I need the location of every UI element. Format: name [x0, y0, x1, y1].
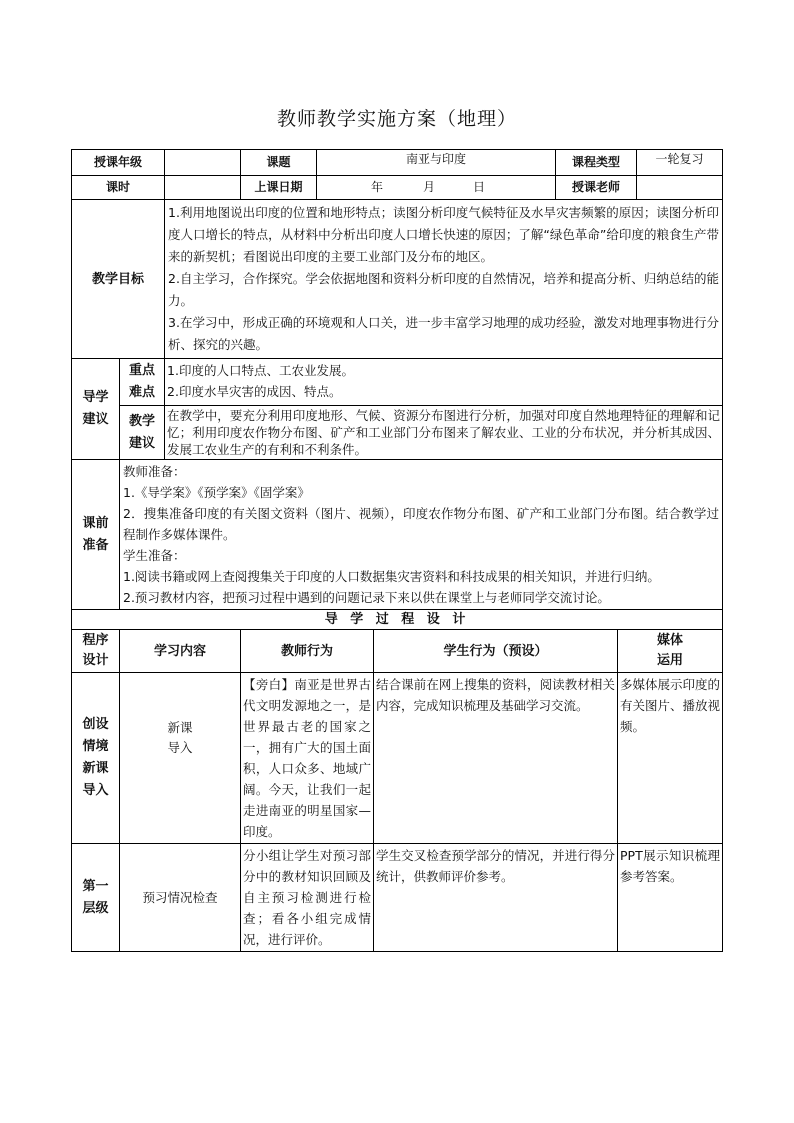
- process-row-2-media: PPT展示知识梳理参考答案。: [618, 844, 723, 952]
- process-row-2-teacher: 分小组让学生对预习部分中的教材知识回顾及自主预习检测进行检查；看各小组完成情况，进行评价。: [241, 844, 374, 952]
- process-row-2-student: 学生交叉检查预学部分的情况，并进行得分统计，供教师评价参考。: [374, 844, 618, 952]
- date-year: 年: [371, 180, 384, 194]
- advice-label: [120, 406, 165, 460]
- process-row-2-content: 预习情况检查: [120, 844, 241, 952]
- teaching-advice-row: [72, 406, 723, 460]
- content-1-line-1: 新课: [167, 720, 193, 735]
- advice-content: 在教学中，要充分利用印度地形、气候、资源分布图进行分析，加强对印度自然地理特征的理解和记忆；利用印度农作物分布图、矿产和工业部门分布图来了解农业、工业的分布状况，并分析其成因、发展工农业生产的有利和不利条件。: [165, 406, 723, 460]
- date-day: 日: [473, 180, 486, 194]
- guidance-label: [72, 359, 120, 460]
- stage-1-line-3: 新课: [82, 761, 109, 776]
- period-value: [165, 176, 241, 200]
- preparation-content: [120, 460, 723, 610]
- process-row-2-stage: [72, 844, 120, 952]
- process-section-title: 导 学 过 程 设 计: [72, 610, 723, 630]
- teacher-value: [637, 176, 723, 200]
- prep-line-5: 1.阅读书籍或网上查阅搜集关于印度的人口数据集灾害资料和科技成果的相关知识，并进行归纳。: [123, 569, 660, 584]
- stage-1-line-1: 创设: [82, 717, 109, 732]
- objectives-content: [165, 200, 723, 359]
- content-1-line-2: 导入: [167, 740, 193, 755]
- objectives-label: 教学目标: [72, 200, 165, 359]
- process-row-1: [72, 673, 723, 844]
- teacher-label: 授课老师: [556, 176, 637, 200]
- guidance-label-b: 建议: [82, 412, 109, 427]
- process-row-1-student: 结合课前在网上搜集的资料，阅读教材相关内容，完成知识梳理及基础学习交流。: [374, 673, 618, 844]
- prep-line-3: 2．搜集准备印度的有关图文资料（图片、视频），印度农作物分布图、矿产和工业部门分布图。结合教学过程制作多媒体课件。: [123, 506, 720, 542]
- process-row-1-content: [120, 673, 241, 844]
- key-points-content: [165, 359, 723, 406]
- advice-label-b: 建议: [128, 435, 155, 451]
- topic-label: 课题: [241, 150, 317, 176]
- topic-value: 南亚与印度: [317, 150, 556, 176]
- objective-3: 3.在学习中，形成正确的环境观和人口关，进一步丰富学习地理的成功经验，激发对地理事物进行分析、探究的兴趣。: [168, 315, 720, 352]
- col-stage-header: [72, 630, 120, 673]
- lesson-plan-table: [71, 149, 723, 952]
- preparation-label-b: 准备: [82, 537, 109, 553]
- key-label-b: 难点: [128, 385, 155, 400]
- process-header-row: [72, 630, 723, 673]
- objective-1: 1.利用地图说出印度的位置和地形特点；读图分析印度气候特征及水旱灾害频繁的原因；读图分析印度人口增长的特点，从材料中分析出印度人口增长快速的原因；了解“绿色革命”给印度的粮食生产带来的新契机；看图说出印度的主要工业部门及分布的地区。: [168, 205, 720, 264]
- col-teacher-header: 教师行为: [241, 630, 374, 673]
- process-row-2: [72, 844, 723, 952]
- col-media-header: [618, 630, 723, 673]
- date-value: [317, 176, 556, 200]
- date-month: 月: [423, 180, 436, 194]
- stage-2-line-1: 第一: [82, 878, 109, 894]
- grade-value: [165, 150, 241, 176]
- guidance-label-a: 导学: [82, 390, 109, 405]
- course-type-value: 一轮复习: [637, 150, 723, 176]
- period-label: 课时: [72, 176, 165, 200]
- advice-label-a: 教学: [128, 413, 155, 429]
- prep-line-1: 教师准备：: [123, 464, 186, 479]
- stage-2-line-2: 层级: [82, 900, 109, 916]
- prep-line-2: 1.《导学案》《预学案》《固学案》: [123, 485, 310, 500]
- key-points-label: [120, 359, 165, 406]
- preparation-row: [72, 460, 723, 610]
- col-student-header: 学生行为（预设）: [374, 630, 618, 673]
- process-row-1-stage: [72, 673, 120, 844]
- process-row-1-teacher: 【旁白】南亚是世界古代文明发源地之一，是世界最古老的国家之一，拥有广大的国土面积，人口众多、地域广阔。今天，让我们一起走进南亚的明星国家—印度。: [241, 673, 374, 844]
- preparation-label-a: 课前: [82, 515, 109, 531]
- prep-line-6: 2.预习教材内容，把预习过程中遇到的问题记录下来以供在课堂上与老师同学交流讨论。: [123, 590, 610, 605]
- preparation-label: [72, 460, 120, 610]
- objectives-row: [72, 200, 723, 359]
- prep-line-4: 学生准备：: [123, 548, 186, 563]
- col-stage-a: 程序: [82, 633, 109, 648]
- objective-2: 2.自主学习，合作探究。学会依据地图和资料分析印度的自然情况，培养和提高分析、归纳总结的能力。: [168, 271, 720, 308]
- date-label: 上课日期: [241, 176, 317, 200]
- process-section-row: [72, 610, 723, 630]
- stage-1-line-2: 情境: [82, 739, 109, 754]
- document-title: 教师教学实施方案（地理）: [276, 108, 517, 130]
- course-type-label: 课程类型: [556, 150, 637, 176]
- key-point-2: 2.印度水旱灾害的成因、特点。: [167, 384, 342, 399]
- stage-1-line-4: 导入: [82, 783, 109, 798]
- key-label-a: 重点: [128, 363, 155, 378]
- header-row-2: [72, 176, 723, 200]
- grade-label: 授课年级: [72, 150, 165, 176]
- key-points-row: [72, 359, 723, 406]
- col-media-b: 运用: [657, 653, 684, 668]
- col-media-a: 媒体: [657, 633, 684, 648]
- header-row-1: [72, 150, 723, 176]
- col-content-header: 学习内容: [120, 630, 241, 673]
- key-point-1: 1.印度的人口特点、工农业发展。: [167, 363, 354, 378]
- process-row-1-media: 多媒体展示印度的有关图片、播放视频。: [618, 673, 723, 844]
- col-stage-b: 设计: [82, 653, 109, 668]
